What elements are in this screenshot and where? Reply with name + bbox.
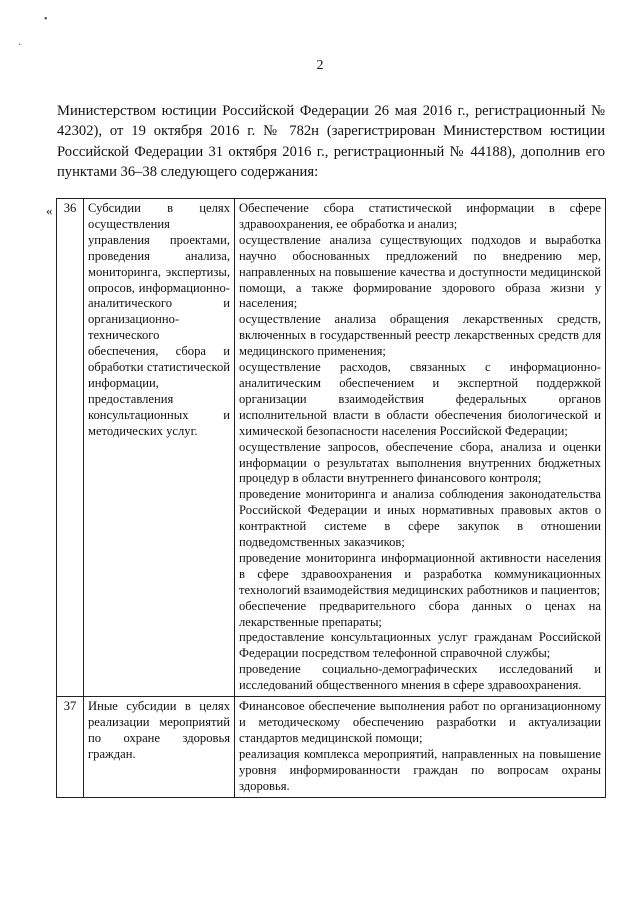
opening-quote-mark: « <box>46 203 53 218</box>
description-item: осуществление анализа существующих подходов и выработка научно обоснованных предложений по внедрению мер, направленных на повышение качества и доступности медицинской помощи, а также формирование здорового образа жизни у населения; <box>239 232 601 311</box>
description-item: осуществление расходов, связанных с информационно-аналитическим обеспечением и экспертной поддержкой организации взаимодействия федеральных органов исполнительной власти в области обеспечения биологической и химической безопасности населения Российской Федерации; <box>239 360 601 438</box>
description-item: проведение социально-демографических исследований и исследований общественного мнения в сфере здравоохранения. <box>239 662 601 693</box>
table-row <box>57 697 606 797</box>
description-item: Финансовое обеспечение выполнения работ по организационному и методическому обеспечению разработки и актуализации стандартов медицинской помощи; <box>239 699 601 745</box>
subsidy-description <box>235 697 606 797</box>
row-number: 36 <box>57 199 84 697</box>
description-item: осуществление запросов, обеспечение сбора, анализа и оценки информации о результатах выполнения внутренних бюджетных процедур в области внутреннего финансового контроля; <box>239 439 601 486</box>
description-item: предоставление консультационных услуг гражданам Российской Федерации посредством телефонной справочной службы; <box>239 630 601 661</box>
scan-speck: • <box>44 14 48 25</box>
intro-paragraph: Министерством юстиции Российской Федерации 26 мая 2016 г., регистрационный № 42302), от 19 октября 2016 г. № 782н (зарегистрирован Министерством юстиции Российской Федерации 31 октября 2016 г., регистрационный № 44188), дополнив его пунктами 36–38 следующего содержания: <box>57 102 605 181</box>
description-item: реализация комплекса мероприятий, направленных на повышение уровня информированности граждан по вопросам охраны здоровья. <box>239 746 601 793</box>
table-row <box>57 199 606 697</box>
description-item: Обеспечение сбора статистической информации в сфере здравоохранения, ее обработка и анализ; <box>239 201 601 231</box>
description-item: осуществление анализа обращения лекарственных средств, включенных в государственный реестр лекарственных средств для медицинского применения; <box>239 312 601 359</box>
subsidies-table <box>56 198 606 798</box>
description-item: проведение мониторинга и анализа соблюдения законодательства Российской Федерации и иных нормативных правовых актов о контрактной системе в сфере закупок в отношении подведомственных заказчиков; <box>239 487 601 550</box>
row-number: 37 <box>57 697 84 797</box>
scan-speck: · <box>18 40 22 51</box>
subsidy-name: Субсидии в целях осуществления управления проектами, проведения анализа, мониторинга, экспертизы, опросов, информационно-аналитического и организационно-технического обеспечения, сбора и обработки статистической информации, предоставления консультационных и методических услуг. <box>84 199 235 697</box>
page-number: 2 <box>316 58 324 73</box>
subsidy-description <box>235 199 606 697</box>
description-item: обеспечение предварительного сбора данных о ценах на лекарственные препараты; <box>239 598 601 629</box>
description-item: проведение мониторинга информационной активности населения в сфере здравоохранения и разработка коммуникационных технологий взаимодействия медицинских работников и пациентов; <box>239 550 601 597</box>
subsidy-name: Иные субсидии в целях реализации мероприятий по охране здоровья граждан. <box>84 697 235 797</box>
